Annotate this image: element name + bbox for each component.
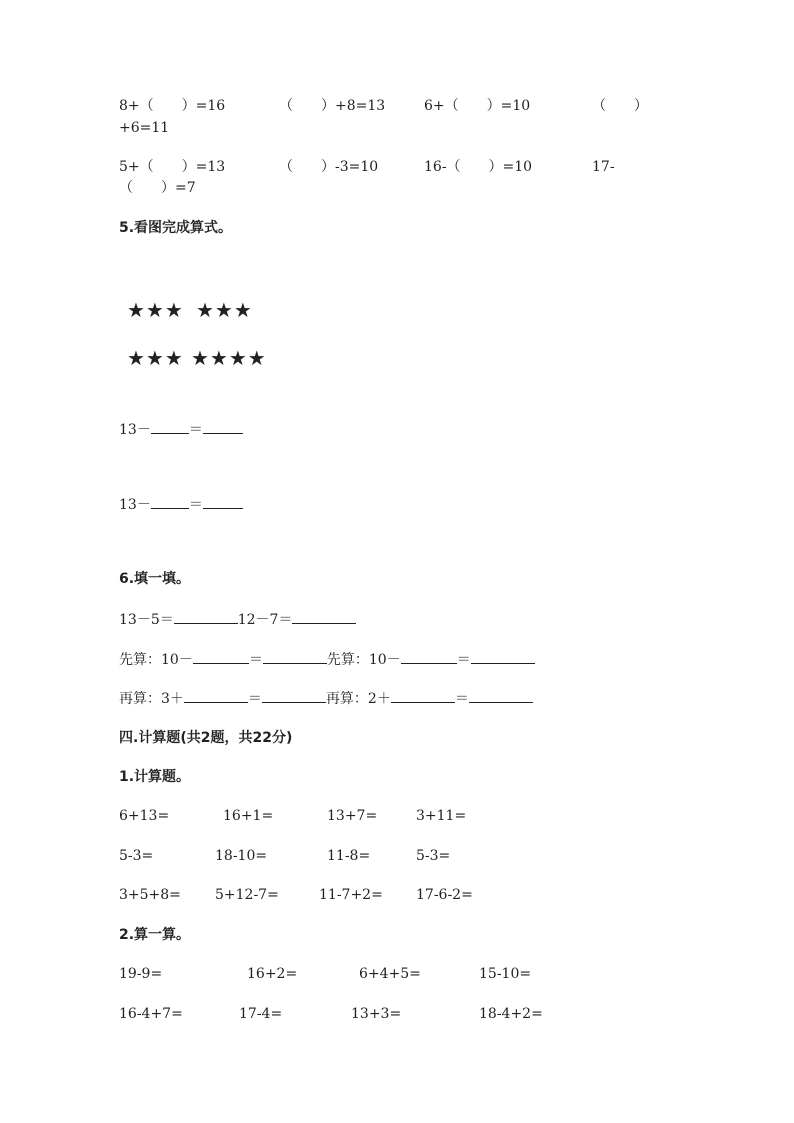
fill-problem: 8+（ ）=16 [119, 98, 226, 114]
equation-line [119, 649, 535, 670]
calc-problem: 5+12-7= [215, 887, 279, 903]
equation-text: 再算：2＋ [325, 691, 391, 707]
calc-problem: 16-4+7= [119, 1006, 183, 1022]
calc-problem: 13+3= [351, 1006, 402, 1022]
equation-text: 12－7＝ [237, 612, 293, 628]
answer-blank[interactable] [262, 688, 326, 703]
calc-problem: 13+7= [327, 808, 378, 824]
fill-problem: 17- [592, 159, 615, 175]
equation-text: 先算：10－ [326, 652, 401, 668]
answer-blank[interactable] [151, 419, 189, 434]
question-1-title: 1.计算题。 [119, 769, 191, 785]
answer-blank[interactable] [471, 649, 535, 664]
fill-problem-wrap: （ ）=7 [119, 180, 196, 196]
answer-blank[interactable] [193, 649, 249, 664]
calc-problem: 16+2= [247, 966, 298, 982]
star-group: ★★★ [127, 298, 184, 322]
answer-blank[interactable] [401, 649, 457, 664]
equation-line [119, 688, 533, 709]
section-4-title: 四.计算题(共2题，共22分) [119, 730, 293, 746]
fill-problem: 16-（ ）=10 [424, 159, 533, 175]
calc-problem: 17-4= [239, 1006, 283, 1022]
fill-problem: （ ）-3=10 [279, 159, 379, 175]
calc-problem: 5-3= [416, 848, 451, 864]
equation-prefix: 13－ [119, 497, 151, 513]
equation-text: 先算：10－ [119, 652, 193, 668]
equals-sign: ＝ [188, 422, 203, 438]
calc-problem: 19-9= [119, 966, 163, 982]
equation-line [119, 419, 243, 440]
calc-problem: 15-10= [479, 966, 532, 982]
equals-sign: ＝ [247, 691, 262, 707]
calc-problem: 6+4+5= [359, 966, 421, 982]
calc-problem: 6+13= [119, 808, 170, 824]
answer-blank[interactable] [292, 609, 356, 624]
calc-problem: 16+1= [223, 808, 274, 824]
fill-problem: 5+（ ）=13 [119, 159, 226, 175]
equals-sign: ＝ [454, 691, 469, 707]
equals-sign: ＝ [248, 652, 263, 668]
answer-blank[interactable] [184, 688, 248, 703]
calc-problem: 11-7+2= [319, 887, 383, 903]
star-group: ★★★ [196, 298, 253, 322]
answer-blank[interactable] [203, 494, 243, 509]
star-group: ★★★★ [191, 346, 267, 370]
fill-problem: （ ） [592, 98, 648, 114]
question-2-title: 2.算一算。 [119, 927, 191, 943]
fill-problem-wrap: +6=11 [119, 120, 170, 136]
fill-problem: 6+（ ）=10 [424, 98, 531, 114]
answer-blank[interactable] [263, 649, 327, 664]
equation-line [119, 494, 243, 515]
answer-blank[interactable] [391, 688, 455, 703]
equals-sign: ＝ [456, 652, 471, 668]
question-6-title: 6.填一填。 [119, 571, 191, 587]
equation-line [119, 609, 356, 630]
answer-blank[interactable] [203, 419, 243, 434]
calc-problem: 17-6-2= [416, 887, 473, 903]
question-5-title: 5.看图完成算式。 [119, 220, 233, 236]
star-group: ★★★ [127, 346, 184, 370]
calc-problem: 18-10= [215, 848, 268, 864]
calc-problem: 3+11= [416, 808, 467, 824]
equation-prefix: 13－ [119, 422, 151, 438]
fill-problem: （ ）+8=13 [279, 98, 386, 114]
calc-problem: 3+5+8= [119, 887, 181, 903]
equation-text: 再算：3＋ [119, 691, 184, 707]
calc-problem: 5-3= [119, 848, 154, 864]
calc-problem: 18-4+2= [479, 1006, 543, 1022]
answer-blank[interactable] [469, 688, 533, 703]
equals-sign: ＝ [188, 497, 203, 513]
answer-blank[interactable] [174, 609, 238, 624]
calc-problem: 11-8= [327, 848, 371, 864]
answer-blank[interactable] [151, 494, 189, 509]
equation-text: 13－5＝ [119, 612, 174, 628]
